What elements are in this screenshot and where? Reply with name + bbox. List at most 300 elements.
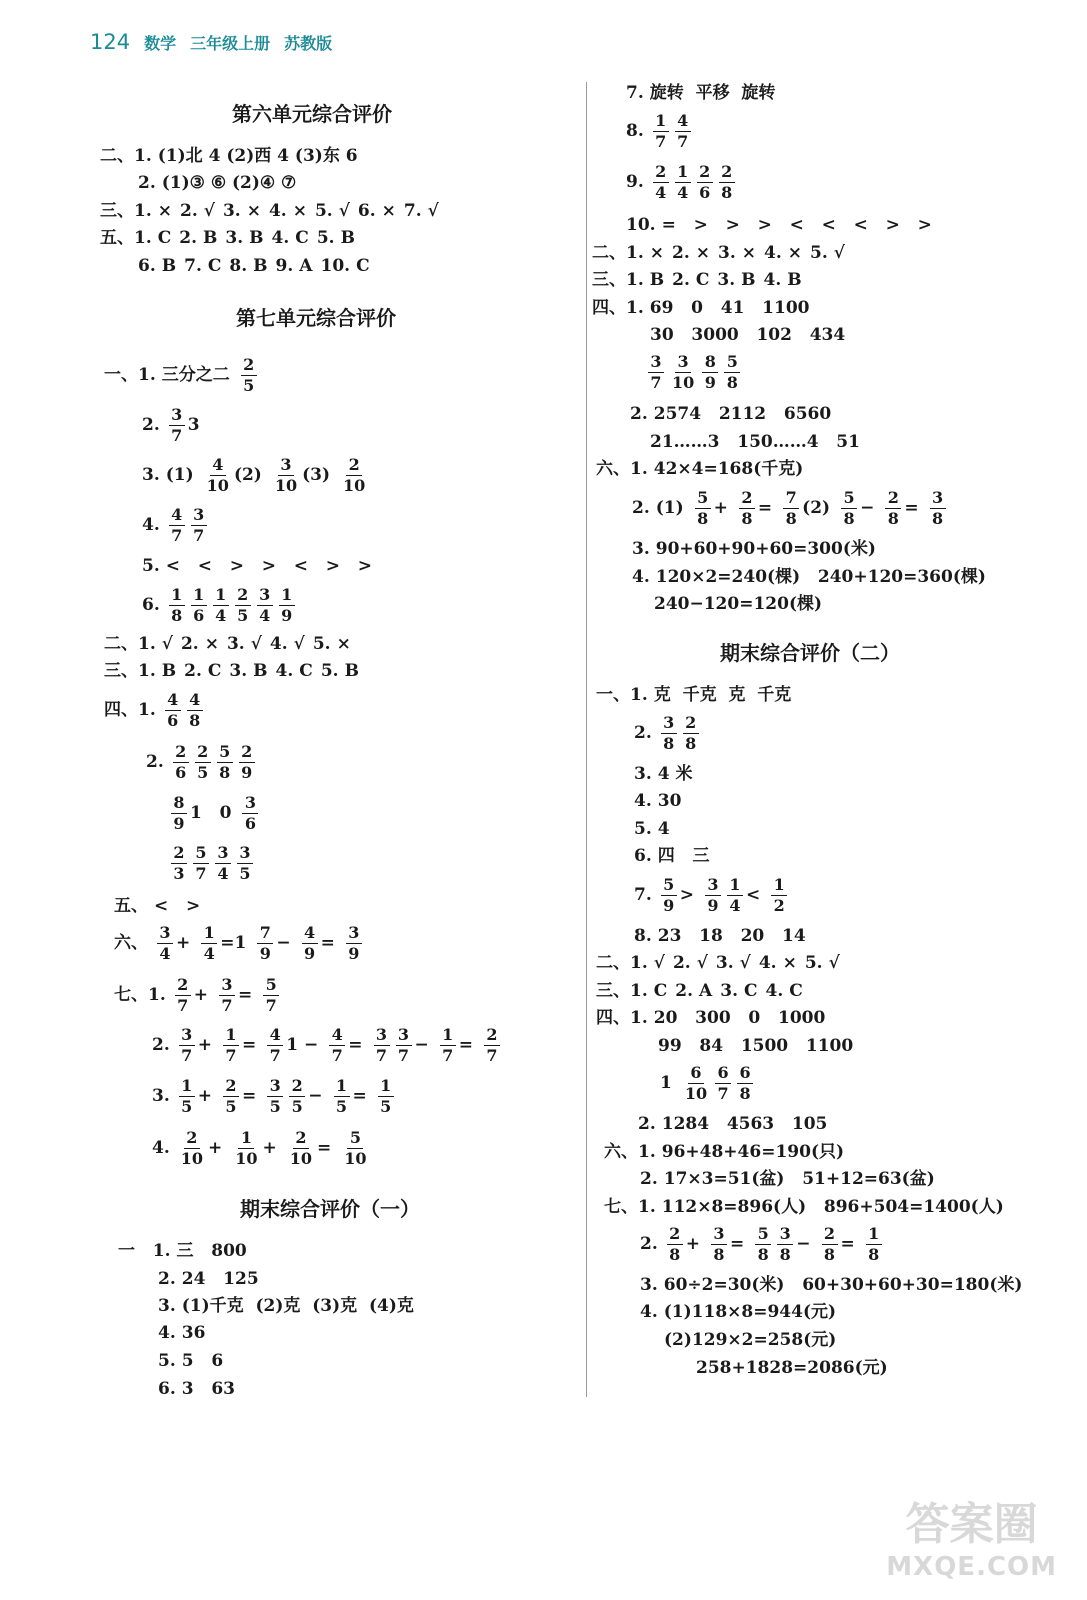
fraction-numerator: 2 [175, 975, 191, 996]
answer-text: = [348, 1035, 363, 1055]
answer-text: × [204, 634, 219, 654]
fraction-denominator: 10 [672, 373, 695, 392]
fraction-denominator: 10 [684, 1084, 708, 1103]
answer-text: = [904, 498, 919, 518]
question-number: 四、1. [596, 1008, 648, 1028]
fraction-numerator: 2 [293, 1128, 309, 1149]
question-number: 三、1. [596, 981, 648, 1001]
fraction [263, 975, 279, 1016]
answer-text: 258+1828=2086(元) [696, 1358, 888, 1378]
answer-line [104, 660, 367, 682]
section-title: 期末综合评价（一） [240, 1197, 420, 1221]
answer-text: √ [739, 953, 751, 973]
fraction-denominator: 7 [221, 996, 233, 1015]
fraction-numerator: 5 [695, 488, 711, 509]
answer-line [142, 555, 380, 577]
question-number: 3. [222, 201, 241, 221]
answer-text: − [860, 498, 875, 518]
answer-text: B [203, 228, 218, 248]
answer-line [640, 1224, 885, 1265]
answer-line [592, 269, 810, 291]
answer-text: 三分之二 [161, 365, 230, 385]
answer-text: 20 300 0 1000 [653, 1008, 826, 1028]
fraction-numerator: 1 [213, 585, 229, 606]
answer-line [664, 1329, 844, 1351]
answer-text: < < > > < > > [165, 556, 372, 576]
fraction-denominator: 5 [197, 763, 209, 782]
answer-line [114, 923, 365, 964]
answer-line [158, 1322, 213, 1344]
answer-line [634, 818, 678, 840]
answer-text: B [787, 270, 802, 290]
answer-line [142, 405, 208, 446]
fraction-denominator: 7 [655, 132, 667, 151]
answer-text: 1 − [286, 1035, 319, 1055]
question-number: 2. [640, 1169, 658, 1189]
answer-text: √ [427, 201, 439, 221]
fraction [267, 1025, 283, 1066]
answer-text: = [242, 1035, 257, 1055]
question-number: 5. [810, 243, 828, 263]
answer-text: = [242, 1086, 257, 1106]
answer-line [168, 793, 261, 834]
answer-text: (1) [655, 498, 684, 518]
answer-text: B [161, 661, 177, 681]
fraction [191, 505, 207, 546]
section-title: 第六单元综合评价 [232, 102, 392, 126]
question-number: 10. [320, 256, 351, 276]
fraction [661, 713, 677, 754]
question-number: 四、1. [592, 298, 644, 318]
answer-line [654, 593, 830, 615]
watermark-cn: 答案圈 [905, 1499, 1038, 1550]
question-number: 五、1. [100, 228, 152, 248]
question-number: 5. [320, 661, 339, 681]
fraction [334, 1076, 350, 1117]
answer-line [596, 952, 848, 974]
question-number: 2. [640, 1234, 658, 1254]
fraction-denominator: 7 [265, 996, 277, 1015]
answer-text: (1)③ ⑥ (2)④ ⑦ [161, 173, 297, 193]
question-number: 六、 [114, 933, 148, 953]
answer-text: C [695, 270, 710, 290]
answer-line [596, 458, 811, 480]
answer-text: × [336, 634, 351, 654]
answer-line [640, 1301, 844, 1323]
answer-text: 1284 4563 105 [661, 1114, 828, 1134]
answer-line [104, 633, 359, 655]
fraction-numerator: 4 [267, 1025, 283, 1046]
answer-line [104, 690, 206, 731]
fraction-numerator: 4 [329, 1025, 345, 1046]
fraction-denominator: 8 [779, 1245, 791, 1264]
fraction [201, 923, 217, 964]
answer-text: (1)118×8=944(元) [663, 1302, 837, 1322]
question-number: 2. [672, 243, 690, 263]
answer-text: × [695, 243, 710, 263]
fraction-numerator: 2 [697, 162, 713, 183]
answer-text: 21……3 150……4 51 [650, 432, 860, 452]
answer-text: B [249, 228, 264, 248]
fraction [695, 488, 711, 529]
answer-text: = [320, 933, 335, 953]
fraction-numerator: 5 [217, 742, 233, 763]
question-number: 4. [765, 981, 784, 1001]
fraction-numerator: 1 [191, 585, 207, 606]
fraction [175, 975, 191, 1016]
fraction-numerator: 2 [184, 1128, 200, 1149]
answer-line [146, 742, 258, 783]
question-number: 9. [275, 256, 294, 276]
answer-text: × [157, 201, 172, 221]
answer-line [596, 684, 799, 706]
question-number: 一、1. [104, 365, 156, 385]
fraction-denominator: 9 [348, 944, 360, 963]
fraction-numerator: 4 [210, 455, 226, 476]
fraction-numerator: 4 [675, 111, 691, 132]
fraction [191, 585, 207, 626]
answer-text: √ [293, 634, 305, 654]
answer-line [630, 403, 839, 425]
answer-text: 旋转 平移 旋转 [649, 83, 776, 103]
answer-text: 30 3000 102 434 [650, 325, 846, 345]
answer-text: = > > > < < < > > [661, 215, 932, 235]
question-number: 3. [717, 270, 736, 290]
answer-text: + [685, 1234, 700, 1254]
fraction [675, 162, 691, 203]
fraction [169, 585, 185, 626]
question-number: 3. [225, 228, 244, 248]
fraction-denominator: 4 [259, 606, 271, 625]
fraction-numerator: 3 [191, 505, 207, 526]
question-number: 2. [180, 634, 199, 654]
answer-line [660, 1063, 756, 1104]
answer-text: = [352, 1086, 367, 1106]
fraction-numerator: 3 [267, 1076, 283, 1097]
fraction-denominator: 5 [237, 606, 249, 625]
fraction [165, 690, 181, 731]
answer-line [596, 980, 811, 1002]
fraction-numerator: 3 [257, 585, 273, 606]
fraction-numerator: 3 [374, 1025, 390, 1046]
answer-line [152, 1076, 397, 1117]
fraction [484, 1025, 500, 1066]
fraction-numerator: 5 [347, 1128, 363, 1149]
question-number: 10. [626, 215, 656, 235]
fraction [841, 488, 857, 529]
question-number: 6. [142, 595, 160, 615]
question-number: 2. [675, 981, 694, 1001]
fraction-numerator: 2 [241, 355, 257, 376]
question-number: 一、1. [596, 685, 648, 705]
fraction [374, 1025, 390, 1066]
fraction-denominator: 9 [281, 606, 293, 625]
answer-line [626, 111, 694, 152]
watermark-logo [886, 1488, 1057, 1582]
fraction-denominator: 8 [726, 373, 738, 392]
question-number: 4. [632, 567, 650, 587]
fraction [683, 1063, 709, 1104]
question-number: 4. [764, 243, 782, 263]
fraction-denominator: 7 [171, 426, 183, 445]
answer-text: + [262, 1138, 277, 1158]
fraction-numerator: 1 [771, 875, 787, 896]
fraction-denominator: 9 [304, 944, 316, 963]
fraction [173, 742, 189, 783]
answer-line [645, 352, 743, 393]
answer-text: 17×3=51(盆) 51+12=63(盆) [663, 1169, 935, 1189]
fraction-denominator: 3 [173, 864, 185, 883]
fraction-denominator: 10 [274, 476, 298, 495]
grade-label: 三年级上册 [190, 34, 271, 53]
fraction-denominator: 7 [486, 1046, 498, 1065]
answer-text: 1 [660, 1073, 672, 1093]
question-number: 二、1. [104, 634, 156, 654]
fraction [783, 488, 799, 529]
fraction [930, 488, 946, 529]
fraction-denominator: 7 [442, 1046, 454, 1065]
fraction [737, 1063, 753, 1104]
answer-line [138, 255, 378, 277]
question-number: 5. [634, 819, 652, 839]
fraction-numerator: 6 [737, 1063, 753, 1084]
fraction-denominator: 8 [697, 509, 709, 528]
question-number: 5. [316, 228, 335, 248]
answer-line [104, 355, 260, 396]
fraction [257, 585, 273, 626]
answer-text: + [713, 498, 728, 518]
fraction-numerator: 2 [223, 1076, 239, 1097]
question-number: 4. [158, 1323, 176, 1343]
fraction-numerator: 3 [705, 875, 721, 896]
answer-line [634, 925, 814, 947]
answer-text: 112×8=896(人) 896+504=1400(人) [661, 1197, 1004, 1217]
fraction-denominator: 5 [239, 864, 251, 883]
question-number: 2. [146, 752, 164, 772]
answer-text: 4 [657, 819, 670, 839]
fraction [179, 1128, 205, 1169]
fraction [719, 162, 735, 203]
fraction-numerator: 3 [661, 713, 677, 734]
section-title: 期末综合评价（二） [720, 641, 900, 665]
answer-text: = [317, 1138, 332, 1158]
question-number: 6. [138, 256, 156, 276]
fraction-numerator: 5 [724, 352, 740, 373]
fraction-numerator: 3 [396, 1025, 412, 1046]
answer-line [604, 1141, 852, 1163]
fraction-denominator: 4 [217, 864, 229, 883]
fraction [727, 875, 743, 916]
answer-text: 四 三 [657, 846, 710, 866]
question-number: 2. [142, 415, 160, 435]
answer-text: (1) [165, 465, 194, 485]
fraction-numerator: 2 [683, 713, 699, 734]
fraction [711, 1224, 727, 1265]
fraction [205, 455, 231, 496]
fraction-numerator: 4 [169, 505, 185, 526]
answer-text: = [840, 1234, 855, 1254]
question-number: 4. [152, 1138, 170, 1158]
fraction-denominator: 5 [269, 1097, 281, 1116]
fraction [279, 585, 295, 626]
answer-text: + [197, 1086, 212, 1106]
answer-line [158, 1295, 422, 1317]
answer-line [638, 1113, 835, 1135]
fraction-numerator: 6 [688, 1063, 704, 1084]
question-number: 2. [638, 1114, 656, 1134]
fraction-denominator: 8 [785, 509, 797, 528]
question-number: 8. [634, 926, 652, 946]
answer-line [658, 1035, 861, 1057]
answer-text: A [299, 256, 313, 276]
fraction-numerator: 6 [715, 1063, 731, 1084]
answer-text: B [253, 256, 268, 276]
answer-text: (2) [802, 498, 831, 518]
fraction-denominator: 4 [159, 944, 171, 963]
fraction [187, 690, 203, 731]
answer-text: C [653, 981, 668, 1001]
answer-text: × [741, 243, 756, 263]
fraction-numerator: 2 [239, 742, 255, 763]
fraction-numerator: 1 [440, 1025, 456, 1046]
question-number: 六、1. [604, 1142, 656, 1162]
fraction-denominator: 7 [269, 1046, 281, 1065]
question-number: 2. [179, 228, 198, 248]
question-number: 8. [626, 121, 644, 141]
answer-text: 克 千克 克 千克 [653, 685, 792, 705]
answer-text: C [207, 661, 222, 681]
question-number: 4. [763, 270, 782, 290]
fraction-numerator: 1 [675, 162, 691, 183]
answer-text: 42×4=168(千克) [653, 459, 804, 479]
fraction-numerator: 2 [484, 1025, 500, 1046]
fraction-denominator: 5 [291, 1097, 303, 1116]
question-number: 四、1. [104, 700, 156, 720]
fraction-denominator: 7 [397, 1046, 410, 1065]
fraction-denominator: 10 [344, 1149, 367, 1168]
fraction [440, 1025, 456, 1066]
fraction-numerator: 3 [237, 843, 253, 864]
fraction-numerator: 3 [157, 923, 173, 944]
fraction-denominator: 10 [180, 1149, 204, 1168]
question-number: 3. [158, 1296, 176, 1316]
fraction-numerator: 5 [263, 975, 279, 996]
answer-line [152, 1025, 503, 1066]
edition-label: 苏教版 [284, 34, 333, 53]
question-number: 一 1. [118, 1241, 171, 1261]
fraction-denominator: 9 [241, 763, 253, 782]
fraction-denominator: 8 [171, 606, 183, 625]
fraction [378, 1076, 394, 1117]
question-number: 4. [269, 634, 288, 654]
question-number: 4. [142, 515, 160, 535]
fraction [724, 352, 740, 393]
question-number: 9. [626, 172, 644, 192]
answer-line [650, 431, 868, 453]
question-number: 三、1. [104, 661, 156, 681]
fraction-denominator: 4 [215, 606, 227, 625]
fraction-denominator: 6 [699, 183, 711, 202]
question-number: 五、 [114, 896, 148, 916]
fraction [675, 111, 691, 152]
fraction-numerator: 5 [841, 488, 857, 509]
fraction [777, 1224, 793, 1265]
answer-text: B [649, 270, 665, 290]
fraction-numerator: 7 [257, 923, 273, 944]
fraction [241, 355, 257, 396]
answer-text: − [276, 933, 291, 953]
fraction [705, 875, 721, 916]
question-number: 二、1. [596, 953, 648, 973]
fraction-denominator: 8 [713, 1245, 725, 1264]
fraction [215, 843, 231, 884]
fraction-denominator: 10 [343, 476, 366, 495]
fraction [667, 1224, 683, 1265]
question-number: 6. [158, 1379, 176, 1399]
fraction-numerator: 2 [719, 162, 735, 183]
answer-line [626, 82, 783, 104]
fraction [171, 843, 187, 884]
fraction [171, 793, 187, 834]
answer-line [592, 297, 817, 319]
question-number: 2. [672, 270, 690, 290]
question-number: 3. [720, 981, 738, 1001]
question-number: 2. [632, 498, 650, 518]
fraction [342, 1128, 368, 1169]
fraction [289, 1076, 305, 1117]
fraction-numerator: 2 [195, 742, 211, 763]
fraction [697, 162, 713, 203]
fraction-numerator: 1 [378, 1076, 394, 1097]
fraction-numerator: 1 [201, 923, 217, 944]
answer-line [138, 172, 304, 194]
fraction [341, 455, 367, 496]
answer-text: × [292, 201, 307, 221]
answer-text: (2)129×2=258(元) [664, 1330, 837, 1350]
question-number: 3. [715, 953, 734, 973]
fraction-denominator: 4 [677, 183, 689, 202]
answer-text: C [299, 661, 313, 681]
answer-line [168, 843, 256, 884]
fraction [755, 1224, 771, 1265]
answer-text: 69 0 41 1100 [649, 298, 810, 318]
fraction-denominator: 2 [773, 896, 785, 915]
fraction-denominator: 8 [757, 1245, 769, 1264]
fraction-denominator: 4 [203, 944, 215, 963]
answer-text: 5 6 [181, 1351, 224, 1371]
fraction [213, 585, 229, 626]
fraction-numerator: 2 [653, 162, 669, 183]
answer-line [142, 505, 210, 546]
answer-text: (3) [302, 465, 331, 485]
fraction [223, 1025, 239, 1066]
answer-text: 120×2=240(棵) 240+120=360(棵) [655, 567, 986, 587]
answer-text: − [414, 1035, 429, 1055]
fraction [219, 975, 235, 1016]
question-number: 2. [184, 661, 202, 681]
fraction [885, 488, 901, 529]
answer-line [596, 1007, 833, 1029]
fraction-denominator: 8 [741, 509, 753, 528]
fraction [670, 352, 696, 393]
answer-text: × [782, 953, 797, 973]
fraction-numerator: 1 [169, 585, 185, 606]
answer-text: C [295, 228, 309, 248]
fraction-numerator: 1 [334, 1076, 350, 1097]
question-number: 二、1. [592, 243, 644, 263]
question-number: 2. [152, 1035, 170, 1055]
fraction-numerator: 3 [215, 843, 231, 864]
